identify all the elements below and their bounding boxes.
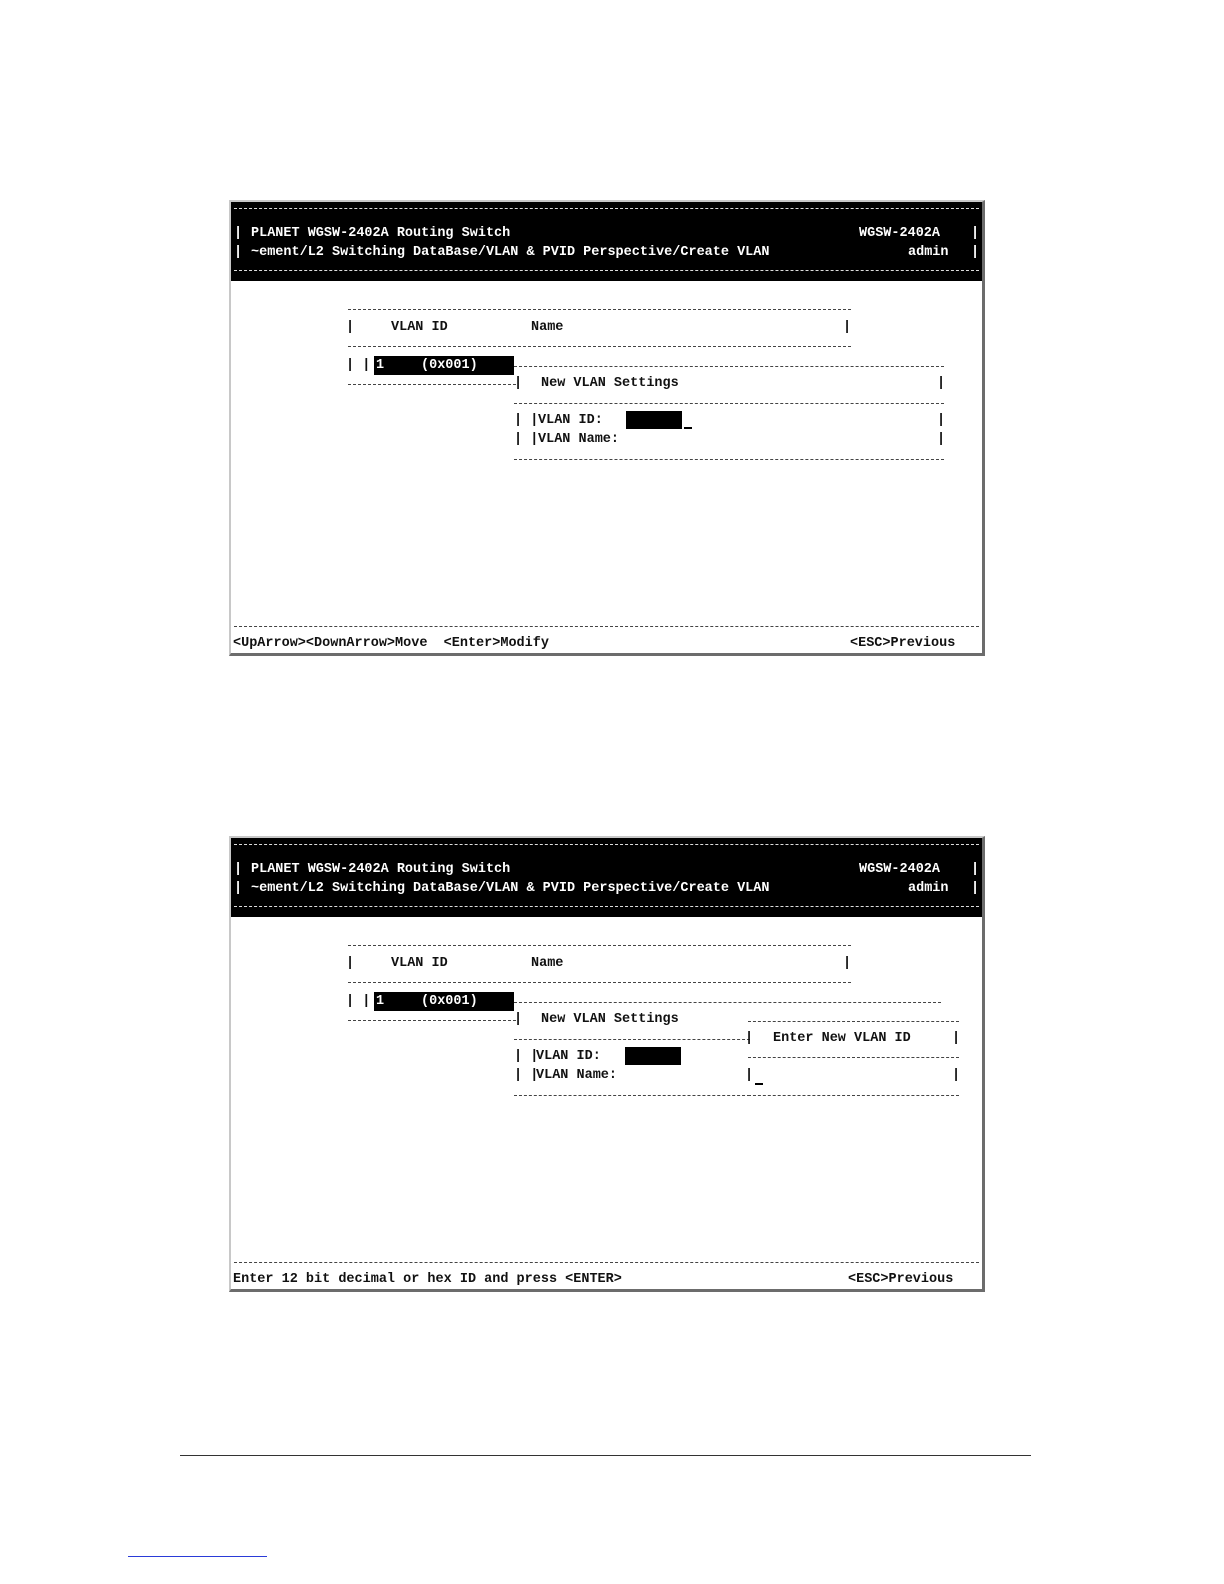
table-left-edge: | <box>346 320 355 335</box>
table-bottom-border <box>348 384 516 385</box>
table-header-divider <box>348 982 851 983</box>
model-name: WGSW-2402A <box>859 862 941 877</box>
page-link-underline <box>128 1556 267 1557</box>
dialog-left-edge: | | <box>514 413 539 428</box>
table-top-border <box>348 309 851 310</box>
menu-path: ~ement/L2 Switching DataBase/VLAN & PVID Perspective/Create VLAN <box>251 881 770 896</box>
footer-rule <box>234 626 979 627</box>
vlan-id-field[interactable] <box>625 1047 681 1065</box>
text-cursor <box>755 1083 763 1085</box>
header-bar <box>231 838 982 917</box>
switch-title: PLANET WGSW-2402A Routing Switch <box>251 862 511 877</box>
header-bar <box>231 202 982 281</box>
header-left-bar: | <box>234 245 243 260</box>
row-edge: | | <box>346 358 371 373</box>
vlan-id-label: VLAN ID: <box>538 413 603 428</box>
dialog-right-edge: | <box>937 376 946 391</box>
column-header-vlan-id: VLAN ID <box>391 956 448 971</box>
prompt-right-edge: | <box>952 1068 961 1083</box>
dialog-divider <box>514 1039 750 1040</box>
header-right-bar: | <box>971 862 980 877</box>
switch-title: PLANET WGSW-2402A Routing Switch <box>251 226 511 241</box>
dialog-title: New VLAN Settings <box>541 1012 679 1027</box>
table-row-vlan-id[interactable]: 1 <box>376 994 385 1009</box>
dialog-left-edge: | | <box>514 1049 539 1064</box>
dialog-left-edge: | <box>514 376 523 391</box>
prompt-left-edge: | <box>745 1031 754 1046</box>
terminal-screen-1 <box>229 200 985 656</box>
header-bottom-rule <box>234 906 979 907</box>
prompt-divider <box>748 1057 959 1058</box>
user-name: admin <box>908 881 949 896</box>
header-right-bar: | <box>971 881 980 896</box>
menu-path: ~ement/L2 Switching DataBase/VLAN & PVID Perspective/Create VLAN <box>251 245 770 260</box>
table-row-vlan-hex[interactable]: (0x001) <box>421 358 478 373</box>
column-header-vlan-id: VLAN ID <box>391 320 448 335</box>
dialog-right-edge: | <box>937 432 946 447</box>
column-header-name: Name <box>531 956 564 971</box>
header-right-bar: | <box>971 226 980 241</box>
header-left-bar: | <box>234 862 243 877</box>
user-name: admin <box>908 245 949 260</box>
vlan-name-label: VLAN Name: <box>536 1068 618 1083</box>
dialog-right-edge: | <box>937 413 946 428</box>
page-bottom-rule <box>180 1455 1031 1456</box>
header-top-rule <box>234 844 979 845</box>
model-name: WGSW-2402A <box>859 226 941 241</box>
vlan-name-label: VLAN Name: <box>538 432 620 447</box>
table-row-vlan-hex[interactable]: (0x001) <box>421 994 478 1009</box>
vlan-id-field[interactable] <box>626 411 682 429</box>
dialog-top-border <box>514 366 944 367</box>
header-right-bar: | <box>971 245 980 260</box>
prompt-right-edge: | <box>952 1031 961 1046</box>
dialog-top-border <box>514 1002 941 1003</box>
escape-previous[interactable]: <ESC>Previous <box>850 636 956 651</box>
column-header-name: Name <box>531 320 564 335</box>
dialog-left-edge: | <box>514 1012 523 1027</box>
dialog-bottom-border <box>514 459 944 460</box>
dialog-left-edge: | | <box>514 432 539 447</box>
dialog-divider <box>514 403 944 404</box>
header-top-rule <box>234 208 979 209</box>
header-bottom-rule <box>234 270 979 271</box>
footer-hint: <UpArrow><DownArrow>Move <Enter>Modify <box>233 636 549 651</box>
terminal-screen-2 <box>229 836 985 1292</box>
table-right-edge: | <box>843 956 852 971</box>
table-bottom-border <box>348 1020 516 1021</box>
table-right-edge: | <box>843 320 852 335</box>
table-header-divider <box>348 346 851 347</box>
prompt-top-border <box>748 1021 959 1022</box>
row-edge: | | <box>346 994 371 1009</box>
dialog-left-edge: | | <box>514 1068 539 1083</box>
vlan-id-label: VLAN ID: <box>536 1049 601 1064</box>
footer-rule <box>234 1262 979 1263</box>
table-row-vlan-id[interactable]: 1 <box>376 358 385 373</box>
prompt-bottom-border <box>748 1095 959 1096</box>
table-left-edge: | <box>346 956 355 971</box>
text-cursor <box>684 427 692 429</box>
header-left-bar: | <box>234 881 243 896</box>
escape-previous[interactable]: <ESC>Previous <box>848 1272 954 1287</box>
table-top-border <box>348 945 851 946</box>
prompt-left-edge: | <box>745 1068 754 1083</box>
header-left-bar: | <box>234 226 243 241</box>
dialog-title: New VLAN Settings <box>541 376 679 391</box>
footer-hint: Enter 12 bit decimal or hex ID and press <ENTER> <box>233 1272 622 1287</box>
dialog-bottom-border <box>514 1095 750 1096</box>
prompt-title: Enter New VLAN ID <box>773 1031 911 1046</box>
